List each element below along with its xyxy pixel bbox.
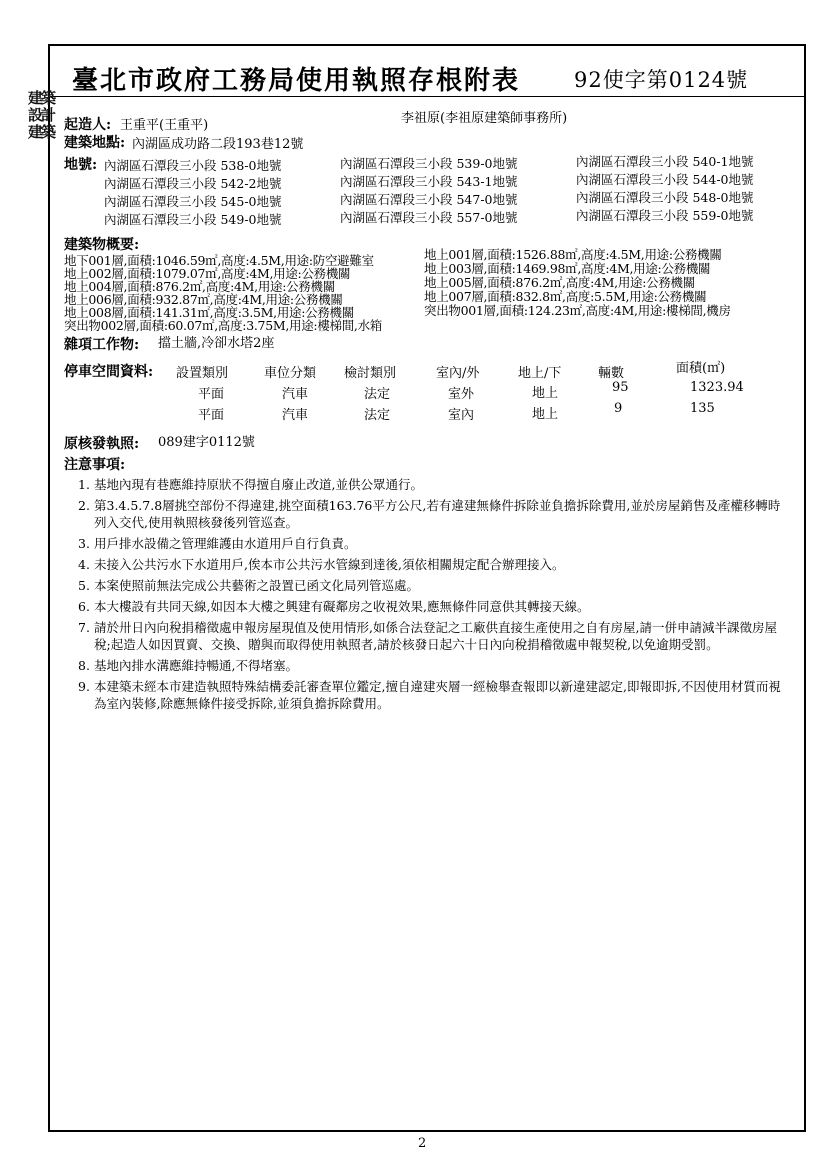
floor-entry: 地上007層,面積:832.8㎡,高度:5.5M,用途:公務機關 [424,289,707,304]
note-item: 4. 未接入公共污水下水道用戶,俟本市公共污水管線到達後,須依相關規定配合辦理接入。 [78,557,565,572]
lot-item: 內湖區石潭段三小段 548-0地號 [576,190,754,205]
parking-cell: 地上 [532,407,559,422]
parking-cell: 法定 [364,408,391,423]
notes-label: 注意事項: [64,457,126,473]
lot-item: 內湖區石潭段三小段 545-0地號 [104,194,282,209]
parking-header: 面積(㎡) [676,361,726,376]
parking-cell: 法定 [364,387,391,402]
note-item: 7. 請於卅日內向稅捐稽徵處申報房屋現值及使用情形,如係合法登記之工廠供直接生產使用之自有房屋,請一併申請減半課徵房屋稅;起造人如因買賣、交換、贈與而取得使用執照者,請於核發日起六十日內向稅捐稽徵處申報契稅,以免逾期受罰。 [78,620,777,652]
original-license-label: 原核發執照: [64,436,140,452]
lot-item: 內湖區石潭段三小段 538-0地號 [104,158,282,173]
floor-entry: 突出物002層,面積:60.07㎡,高度:3.75M,用途:樓梯間,水箱 [64,318,383,333]
lot-item: 內湖區石潭段三小段 539-0地號 [340,156,518,171]
address-value: 內湖區成功路二段193巷12號 [132,137,304,152]
parking-cell: 9 [614,401,623,416]
note-item: 2. 第3.4.5.7.8層挑空部份不得違建,挑空面積163.76平方公尺,若有違建無條件拆除並負擔拆除費用,並於房屋銷售及產權移轉時列入交代,使用執照核發後列管巡查。 [78,498,781,530]
lot-item: 內湖區石潭段三小段 544-0地號 [576,172,754,187]
floor-entry: 地上005層,面積:876.2㎡,高度:4M,用途:公務機關 [424,275,695,290]
note-item: 3. 用戶排水設備之管理維護由水道用戶自行負責。 [78,536,357,551]
note-item: 9. 本建築未經本市建造執照特殊結構委託審查單位鑑定,擅自違建夾層一經檢舉查報即以新違建認定,即報即拆,不因使用材質而視為室內裝修,除應無條件接受拆除,並須負擔拆除費用。 [78,679,781,711]
permit-number: 92使字第0124號 [574,68,749,92]
lot-item: 內湖區石潭段三小段 557-0地號 [340,210,518,225]
parking-header: 室內/外 [436,366,480,381]
parking-header: 設置類別 [176,366,229,381]
building-summary-label: 建築物概要: [64,237,140,253]
parking-cell: 汽車 [282,408,309,423]
page-number: 2 [418,1136,427,1151]
misc-structures-label: 雜項工作物: [64,337,140,353]
parking-cell: 汽車 [282,387,309,402]
parking-cell: 平面 [198,387,225,402]
parking-header: 檢討類別 [344,366,397,381]
floor-entry: 突出物001層,面積:124.23㎡,高度:4M,用途:樓梯間,機房 [424,303,731,318]
parking-cell: 135 [690,401,715,416]
parking-cell: 地上 [532,386,559,401]
address-label: 建築地點: [64,135,126,151]
title-divider [50,96,805,97]
official-stamp: 建築 設計 建築 [28,90,55,141]
owner-label: 起造人: [64,117,112,133]
parking-cell: 室外 [448,387,475,402]
notes-list [78,476,790,716]
parking-cell: 95 [612,380,629,395]
parking-cell: 平面 [198,408,225,423]
parking-header: 車位分類 [264,366,317,381]
floor-entry: 地下001層,面積:1046.59㎡,高度:4.5M,用途:防空避難室 [64,253,374,268]
architect-name: 李祖原(李祖原建築師事務所) [401,111,568,126]
lots-label: 地號: [64,157,98,173]
note-item: 1. 基地內現有巷應維持原狀不得擅自廢止改道,並供公眾通行。 [78,477,423,492]
floor-entry: 地上001層,面積:1526.88㎡,高度:4.5M,用途:公務機關 [424,247,722,262]
floor-entry: 地上006層,面積:932.87㎡,高度:4M,用途:公務機關 [64,292,343,307]
floor-entry: 地上003層,面積:1469.98㎡,高度:4M,用途:公務機關 [424,261,711,276]
parking-cell: 1323.94 [690,380,744,395]
original-license-value: 089建字0112號 [158,435,255,450]
parking-header: 輛數 [598,366,625,381]
floor-entry: 地上002層,面積:1079.07㎡,高度:4M,用途:公務機關 [64,266,351,281]
misc-structures-value: 擋土牆,冷卻水塔2座 [158,336,275,351]
lot-item: 內湖區石潭段三小段 549-0地號 [104,212,282,227]
lot-item: 內湖區石潭段三小段 540-1地號 [576,154,754,169]
lot-item: 內湖區石潭段三小段 559-0地號 [576,208,754,223]
note-item: 6. 本大樓設有共同天線,如因本大樓之興建有礙鄰房之收視效果,應無條件同意供其轉接天線。 [78,599,590,614]
lot-item: 內湖區石潭段三小段 543-1地號 [340,174,518,189]
floor-entry: 地上008層,面積:141.31㎡,高度:3.5M,用途:公務機關 [64,305,354,320]
lot-item: 內湖區石潭段三小段 542-2地號 [104,176,282,191]
parking-header: 地上/下 [518,366,562,381]
lot-item: 內湖區石潭段三小段 547-0地號 [340,192,518,207]
floor-entry: 地上004層,面積:876.2㎡,高度:4M,用途:公務機關 [64,279,335,294]
parking-cell: 室內 [448,408,475,423]
document-title: 臺北市政府工務局使用執照存根附表 [72,66,521,96]
note-item: 5. 本案使照前無法完成公共藝術之設置已函文化局列管巡處。 [78,578,420,593]
owner-name: 王重平(王重平) [120,118,209,133]
parking-label: 停車空間資料: [64,364,154,380]
note-item: 8. 基地內排水溝應維持暢通,不得堵塞。 [78,658,298,673]
